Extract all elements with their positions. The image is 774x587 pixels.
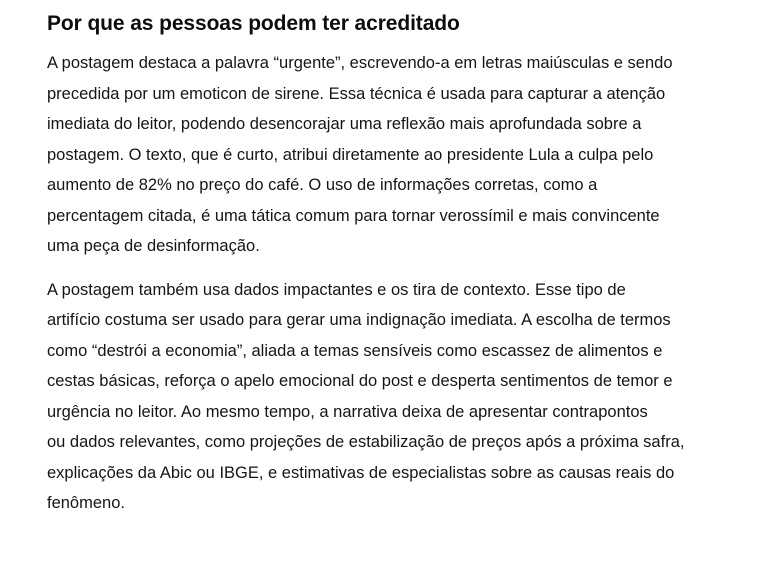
paragraph-2-line: explicações da Abic ou IBGE, e estimativas de especialistas sobre as causas reais do (47, 463, 675, 482)
paragraph-2-line: urgência no leitor. Ao mesmo tempo, a narrativa deixa de apresentar contrapontos (47, 402, 648, 421)
paragraph-1-line: uma peça de desinformação. (47, 237, 260, 255)
paragraph-1-line: aumento de 82% no preço do café. O uso de informações corretas, como a (47, 176, 598, 194)
paragraph-1-line: postagem. O texto, que é curto, atribui diretamente ao presidente Lula a culpa pelo (47, 145, 654, 164)
paragraph-1-line: A postagem destaca a palavra “urgente”, escrevendo-a em letras maiúsculas e sendo (47, 54, 673, 72)
paragraph-1-line: percentagem citada, é uma tática comum para tornar verossímil e mais convincente (47, 206, 660, 225)
paragraph-1-line: precedida por um emoticon de sirene. Essa técnica é usada para capturar a atenção (47, 84, 666, 103)
paragraph-1-line: imediata do leitor, podendo desencorajar uma reflexão mais aprofundada sobre a (47, 115, 642, 133)
paragraph-1 (47, 48, 774, 262)
paragraph-2-line: cestas básicas, reforça o apelo emocional do post e desperta sentimentos de temor e (47, 372, 673, 390)
paragraph-2-line: fenômeno. (47, 494, 125, 512)
paragraph-2-line: ou dados relevantes, como projeções de estabilização de preços após a próxima safra, (47, 433, 685, 451)
paragraph-2-line: artifício costuma ser usado para gerar uma indignação imediata. A escolha de termos (47, 311, 671, 329)
paragraph-2 (47, 275, 774, 519)
section-heading: Por que as pessoas podem ter acreditado (47, 12, 460, 35)
paragraph-2-line: como “destrói a economia”, aliada a temas sensíveis como escassez de alimentos e (47, 341, 663, 360)
paragraph-2-line: A postagem também usa dados impactantes e os tira de contexto. Esse tipo de (47, 280, 626, 299)
